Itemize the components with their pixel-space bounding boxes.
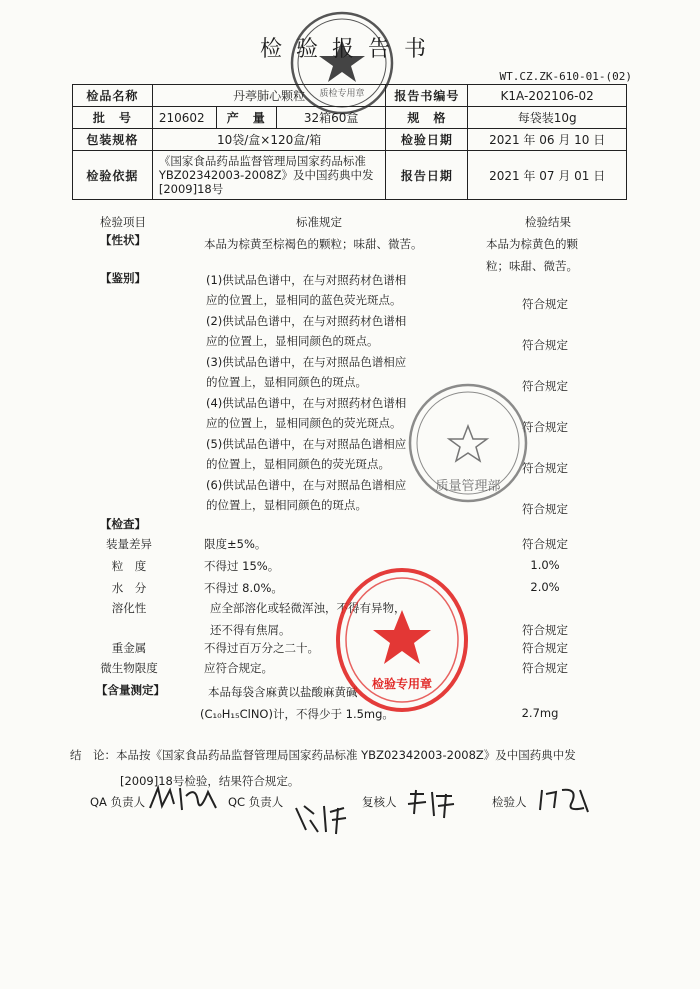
spec-value: 每袋装10g bbox=[468, 107, 627, 129]
red-official-stamp bbox=[332, 566, 472, 714]
identification-result: 符合规定 bbox=[522, 297, 568, 311]
reviewer-label: 复核人 bbox=[362, 795, 397, 809]
report-date-label: 报告日期 bbox=[386, 151, 468, 200]
assay-heading: 【含量测定】 bbox=[96, 683, 165, 697]
report-no-label: 报告书编号 bbox=[386, 85, 468, 107]
inspection-item-standard: 应全部溶化或轻微浑浊，不得有异物， bbox=[210, 601, 406, 615]
inspection-heading: 【检查】 bbox=[100, 517, 146, 531]
identification-line-2: 应的位置上，显相同颜色的荧光斑点。 bbox=[206, 416, 402, 430]
top-stamp-text: 质检专用章 bbox=[319, 89, 365, 99]
product-label: 检品名称 bbox=[73, 85, 153, 107]
inspection-item-name: 重金属 bbox=[111, 641, 147, 655]
identification-line-2: 的位置上，显相同颜色的斑点。 bbox=[206, 375, 367, 389]
batch-value: 210602 bbox=[152, 107, 216, 129]
identification-line-1: (2)供试品色谱中，在与对照药材色谱相 bbox=[206, 314, 407, 328]
document-code: WT.CZ.ZK-610-01-(02) bbox=[499, 70, 632, 83]
assay-standard-1: 本品每袋含麻黄以盐酸麻黄碱 bbox=[208, 685, 358, 699]
spec-label: 规 格 bbox=[386, 107, 468, 129]
identification-line-2: 的位置上，显相同颜色的斑点。 bbox=[206, 498, 367, 512]
basis-value: 《国家食品药品监督管理局国家药品标准 YBZ02342003-2008Z》及中国药典中发[2009]18号 bbox=[152, 151, 386, 200]
identification-heading: 【鉴别】 bbox=[100, 271, 146, 285]
quality-dept-stamp-text: 质量管理部 bbox=[435, 479, 501, 494]
test-date-value: 2021 年 06 月 10 日 bbox=[468, 129, 627, 151]
identification-line-2: 应的位置上，显相同的蓝色荧光斑点。 bbox=[206, 293, 402, 307]
identification-line-1: (1)供试品色谱中，在与对照药材色谱相 bbox=[206, 273, 407, 287]
inspection-item-name: 粒 度 bbox=[111, 559, 147, 573]
conclusion-text-2: [2009]18号检验，结果符合规定。 bbox=[120, 774, 300, 788]
report-date-value: 2021 年 07 月 01 日 bbox=[468, 151, 627, 200]
inspection-item-standard: 应符合规定。 bbox=[204, 661, 273, 675]
qc-signature bbox=[290, 800, 350, 836]
character-result-1: 本品为棕黄色的颗 bbox=[486, 237, 578, 251]
inspection-item-name: 微生物限度 bbox=[100, 661, 158, 675]
conclusion-label: 结 论： bbox=[70, 748, 116, 762]
batch-label: 批 号 bbox=[73, 107, 153, 129]
inspection-item-result: 符合规定 bbox=[522, 537, 568, 551]
identification-result: 符合规定 bbox=[522, 502, 568, 516]
qty-label: 产 量 bbox=[216, 107, 276, 129]
inspection-item-standard: 不得过 8.0%。 bbox=[204, 581, 283, 595]
basis-label: 检验依据 bbox=[73, 151, 153, 200]
identification-line-2: 的位置上，显相同颜色的荧光斑点。 bbox=[206, 457, 390, 471]
inspection-item-standard: 限度±5%。 bbox=[204, 537, 267, 551]
character-result-2: 粒；味甜、微苦。 bbox=[486, 259, 578, 273]
identification-result: 符合规定 bbox=[522, 338, 568, 352]
qc-label: QC 负责人 bbox=[228, 795, 284, 809]
inspection-item-result: 符合规定 bbox=[522, 641, 568, 655]
info-table bbox=[72, 84, 627, 200]
inspector-label: 检验人 bbox=[492, 795, 527, 809]
inspection-item-result: 1.0% bbox=[530, 558, 560, 572]
product-value: 丹葶肺心颗粒 bbox=[152, 85, 386, 107]
qa-label: QA 负责人 bbox=[90, 795, 146, 809]
character-standard: 本品为棕黄至棕褐色的颗粒；味甜、微苦。 bbox=[204, 237, 423, 251]
assay-standard-2: (C₁₀H₁₅ClNO)计，不得少于 1.5mg。 bbox=[200, 707, 394, 721]
report-no-value: K1A-202106-02 bbox=[468, 85, 627, 107]
page-title: 检验报告书 bbox=[259, 37, 440, 62]
inspection-item-result: 符合规定 bbox=[522, 623, 568, 637]
inspector-signature bbox=[536, 784, 594, 816]
inspection-item-result: 2.0% bbox=[530, 580, 560, 594]
identification-line-1: (5)供试品色谱中，在与对照品色谱相应 bbox=[206, 437, 407, 451]
test-date-label: 检验日期 bbox=[386, 129, 468, 151]
identification-result: 符合规定 bbox=[522, 379, 568, 393]
red-stamp-text: 检验专用章 bbox=[371, 677, 433, 691]
inspection-item-name: 水 分 bbox=[111, 581, 147, 595]
identification-line-2: 应的位置上，显相同颜色的斑点。 bbox=[206, 334, 379, 348]
qty-value: 32箱60盒 bbox=[276, 107, 386, 129]
reviewer-signature bbox=[404, 786, 460, 820]
identification-line-1: (6)供试品色谱中，在与对照品色谱相应 bbox=[206, 478, 407, 492]
identification-line-1: (4)供试品色谱中，在与对照药材色谱相 bbox=[206, 396, 407, 410]
column-item: 检验项目 bbox=[100, 215, 146, 229]
inspection-item-standard: 不得过 15%。 bbox=[204, 559, 280, 573]
quality-dept-stamp bbox=[388, 378, 548, 508]
identification-result: 符合规定 bbox=[522, 420, 568, 434]
pack-label: 包装规格 bbox=[73, 129, 153, 151]
column-result: 检验结果 bbox=[525, 215, 571, 229]
inspection-item-standard-2: 还不得有焦屑。 bbox=[210, 623, 291, 637]
pack-value: 10袋/盒×120盒/箱 bbox=[152, 129, 386, 151]
inspection-item-result: 符合规定 bbox=[522, 661, 568, 675]
identification-line-1: (3)供试品色谱中，在与对照品色谱相应 bbox=[206, 355, 407, 369]
inspection-item-name: 装量差异 bbox=[106, 537, 152, 551]
inspection-item-name: 溶化性 bbox=[111, 601, 147, 615]
qa-signature bbox=[146, 782, 226, 816]
character-heading: 【性状】 bbox=[100, 233, 146, 247]
identification-result: 符合规定 bbox=[522, 461, 568, 475]
column-standard: 标准规定 bbox=[296, 215, 342, 229]
conclusion-text-1: 本品按《国家食品药品监督管理局国家药品标准 YBZ02342003-2008Z》及中国药典中发 bbox=[116, 748, 576, 762]
inspection-item-standard: 不得过百万分之二十。 bbox=[204, 641, 319, 655]
assay-result: 2.7mg bbox=[521, 706, 559, 720]
